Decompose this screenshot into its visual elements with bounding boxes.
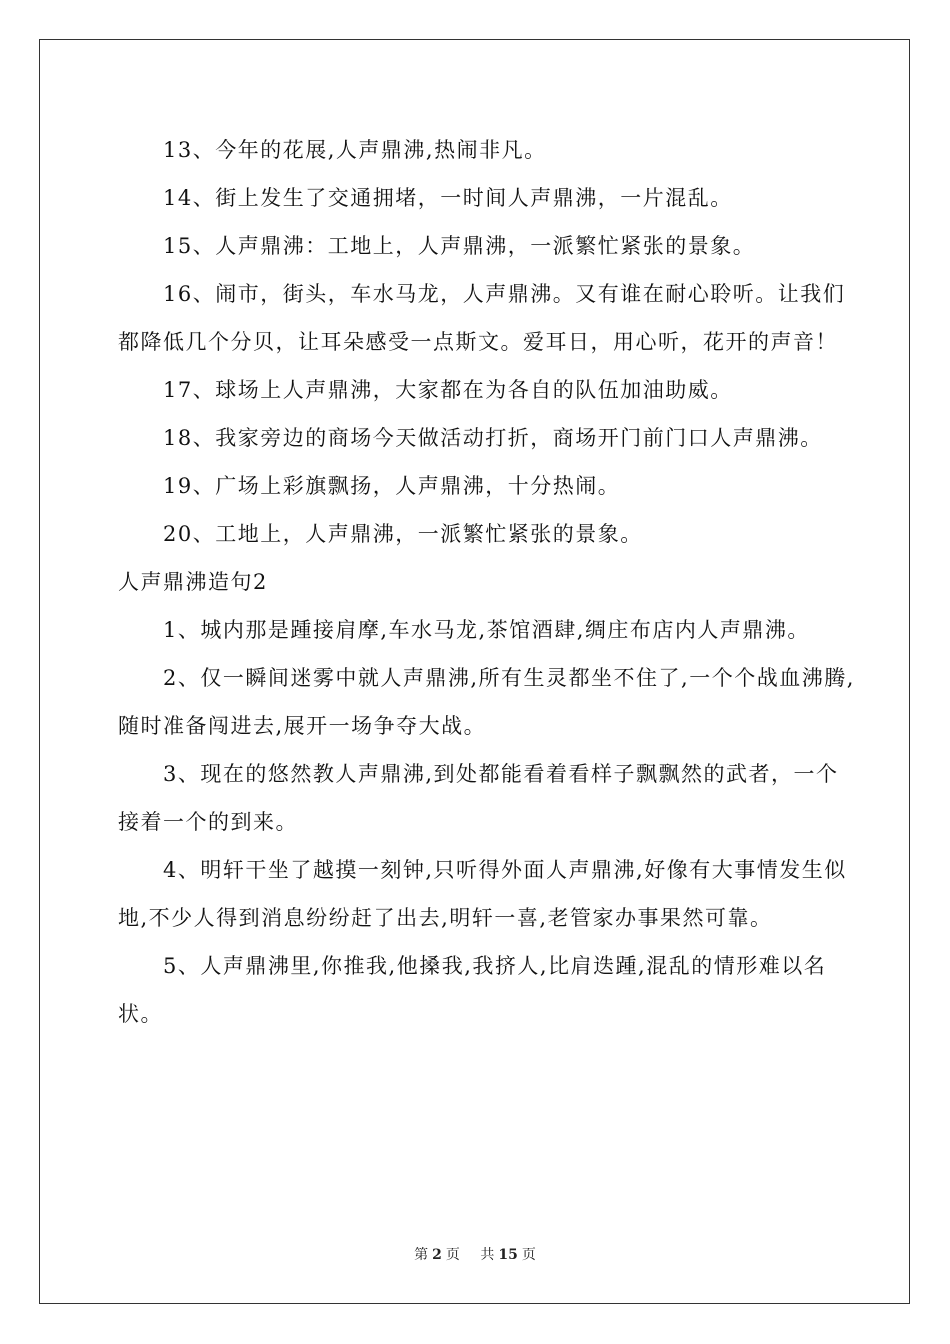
paragraph-19: 19、广场上彩旗飘扬，人声鼎沸，十分热闹。 bbox=[163, 474, 621, 498]
page-total bbox=[476, 1247, 539, 1263]
paragraph-s2-1: 1、城内那是踵接肩摩,车水马龙,茶馆酒肆,绸庄布店内人声鼎沸。 bbox=[163, 618, 810, 642]
paragraph-s2-5: 5、人声鼎沸里,你推我,他搡我,我挤人,比肩迭踵,混乱的情形难以名状。 bbox=[118, 954, 827, 1026]
paragraph-15: 15、人声鼎沸：工地上，人声鼎沸，一派繁忙紧张的景象。 bbox=[163, 234, 756, 258]
page-suffix: 页 bbox=[445, 1247, 460, 1263]
paragraph-13: 13、今年的花展,人声鼎沸,热闹非凡。 bbox=[163, 138, 547, 162]
paragraph-17: 17、球场上人声鼎沸，大家都在为各自的队伍加油助威。 bbox=[163, 378, 733, 402]
total-prefix: 共 bbox=[480, 1247, 495, 1263]
paragraph-20: 20、工地上，人声鼎沸，一派繁忙紧张的景象。 bbox=[163, 522, 643, 546]
paragraph-s2-3: 3、现在的悠然教人声鼎沸,到处都能看着看样子飘飘然的武者，一个接着一个的到来。 bbox=[118, 762, 839, 834]
page-prefix: 第 bbox=[414, 1247, 429, 1263]
paragraph-14: 14、街上发生了交通拥堵，一时间人声鼎沸，一片混乱。 bbox=[163, 186, 733, 210]
page-number bbox=[410, 1247, 464, 1263]
paragraph-16: 16、闹市，街头，车水马龙，人声鼎沸。又有谁在耐心聆听。让我们都降低几个分贝，让耳朵感受一点斯文。爱耳日，用心听，花开的声音！ bbox=[118, 282, 846, 354]
current-page: 2 bbox=[432, 1247, 442, 1263]
paragraph-s2-2: 2、仅一瞬间迷雾中就人声鼎沸,所有生灵都坐不住了,一个个战血沸腾,随时准备闯进去,展开一场争夺大战。 bbox=[118, 666, 855, 738]
total-pages: 15 bbox=[498, 1247, 518, 1263]
paragraph-18: 18、我家旁边的商场今天做活动打折，商场开门前门口人声鼎沸。 bbox=[163, 426, 823, 450]
document-body bbox=[118, 126, 858, 1038]
section-heading: 人声鼎沸造句2 bbox=[118, 570, 268, 594]
total-suffix: 页 bbox=[521, 1247, 536, 1263]
page-footer bbox=[0, 1244, 950, 1264]
paragraph-s2-4: 4、明轩干坐了越摸一刻钟,只听得外面人声鼎沸,好像有大事情发生似地,不少人得到消息纷纷赶了出去,明轩一喜,老管家办事果然可靠。 bbox=[118, 858, 847, 930]
